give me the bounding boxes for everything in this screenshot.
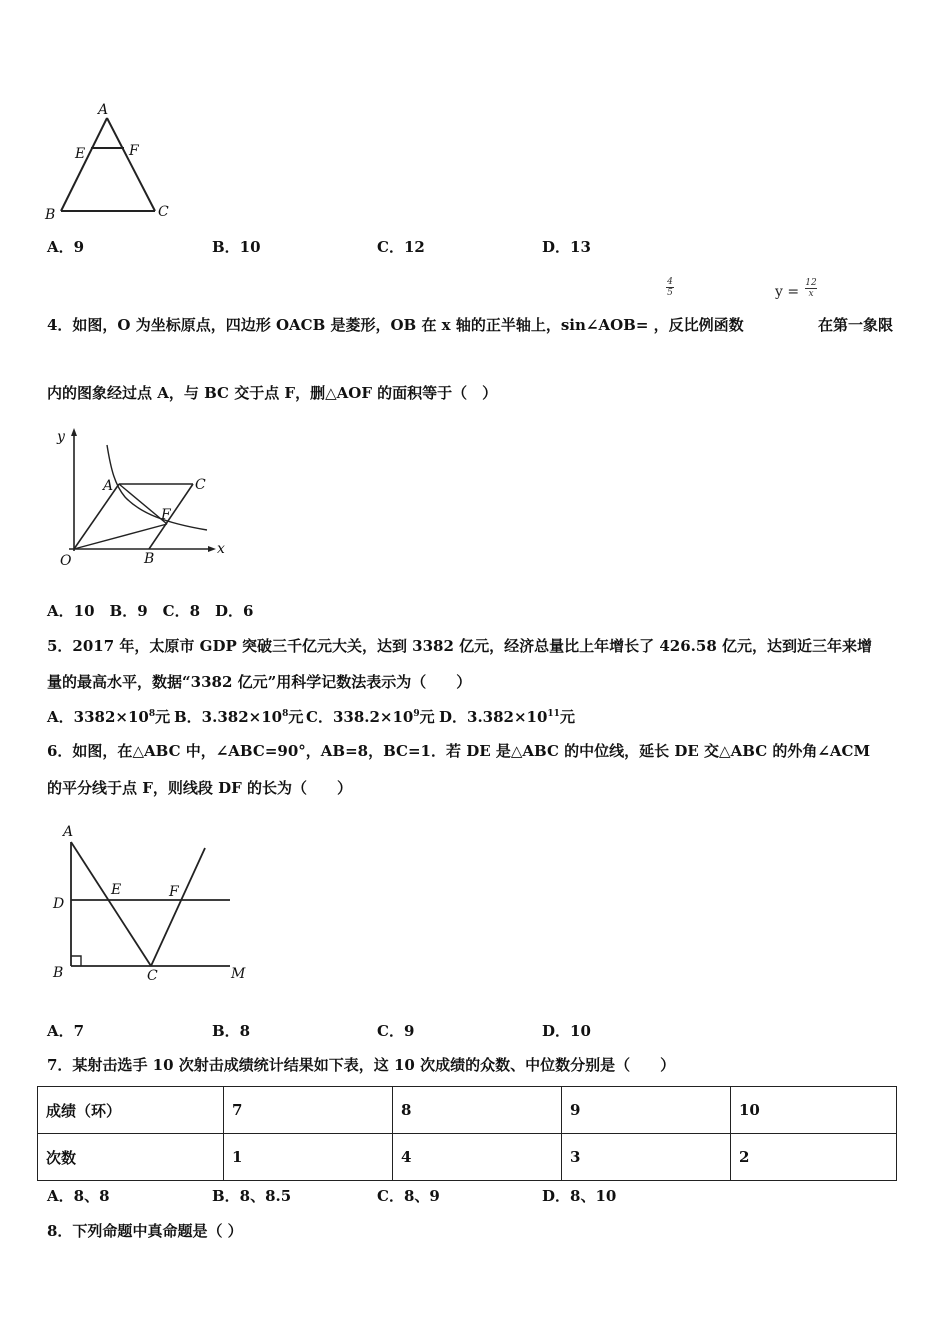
q3-label-f: F — [129, 143, 139, 159]
q3-label-e: E — [75, 146, 86, 162]
q7-score-table — [37, 1086, 897, 1181]
q3-option-b[interactable]: B．10 — [212, 238, 261, 256]
q6-option-d[interactable]: D．10 — [542, 1022, 591, 1040]
q5-option-c[interactable] — [306, 706, 435, 727]
q6-option-c[interactable]: C．9 — [377, 1022, 415, 1040]
q4-stem-line1: 4．如图，O 为坐标原点，四边形 OACB 是菱形，OB 在 x 轴的正半轴上，sin∠AOB= ，反比例函数 — [47, 316, 744, 334]
q6-label-d: D — [53, 896, 65, 912]
q8-stem: 8．下列命题中真命题是（ ） — [47, 1222, 243, 1240]
q6-label-c: C — [147, 968, 158, 984]
q4-stem-line1-tail: 在第一象限 — [818, 316, 894, 334]
q4-label-c: C — [195, 477, 206, 493]
q4-function-prefix: y = — [775, 284, 800, 300]
q4-label-a: A — [103, 478, 114, 494]
q5-option-b-unit: 元 — [288, 708, 304, 726]
q5-stem-line2: 量的最高水平，数据“3382 亿元”用科学记数法表示为（ ） — [47, 673, 472, 691]
q5-option-b[interactable] — [174, 706, 303, 727]
q4-func-num: 12 — [805, 278, 817, 288]
q7-option-b[interactable]: B．8、8.5 — [212, 1187, 292, 1205]
q4-label-y: y — [57, 429, 65, 445]
q6-figure — [45, 820, 260, 990]
q4-label-o: O — [60, 553, 72, 569]
q5-option-c-unit: 元 — [419, 708, 435, 726]
q3-option-c[interactable]: C．12 — [377, 238, 425, 256]
q3-label-a: A — [98, 102, 109, 118]
q6-label-b: B — [53, 965, 64, 981]
q6-label-a: A — [63, 824, 74, 840]
q3-option-a[interactable]: A．9 — [47, 238, 85, 256]
table-row — [38, 1134, 897, 1181]
table-cell: 4 — [393, 1134, 562, 1181]
q5-option-a[interactable] — [47, 706, 170, 727]
q7-header-count: 次数 — [38, 1134, 224, 1181]
q3-figure — [40, 100, 190, 225]
q5-option-d-unit: 元 — [559, 708, 575, 726]
table-cell: 7 — [224, 1087, 393, 1134]
q6-stem-line2: 的平分线于点 F，则线段 DF 的长为（ ） — [47, 779, 352, 797]
q5-option-b-label: B．3.382×10 — [174, 708, 283, 726]
q5-option-d[interactable] — [439, 706, 575, 727]
q6-side-ac — [71, 842, 151, 966]
q5-option-d-exp: 11 — [547, 709, 560, 719]
q5-stem-line1: 5．2017 年，太原市 GDP 突破三千亿元大关，达到 3382 亿元，经济总量比上年增长了 426.58 亿元，达到近三年来增 — [47, 637, 872, 655]
q4-figure — [45, 425, 235, 570]
table-cell: 1 — [224, 1134, 393, 1181]
q3-label-b: B — [45, 207, 56, 223]
q4-options[interactable]: A．10 B．9 C．8 D．6 — [47, 602, 254, 620]
q4-stem-line2: 内的图象经过点 A，与 BC 交于点 F，删△AOF 的面积等于（ ） — [47, 384, 498, 402]
q5-option-a-exp: 8 — [148, 709, 156, 719]
q3-side-ab — [61, 118, 107, 211]
q4-frac-num: 4 — [667, 277, 673, 287]
table-cell: 10 — [731, 1087, 897, 1134]
q5-option-d-label: D．3.382×10 — [439, 708, 548, 726]
table-cell: 9 — [562, 1087, 731, 1134]
q6-right-angle — [71, 956, 81, 966]
q6-label-e: E — [111, 882, 122, 898]
table-row — [38, 1087, 897, 1134]
table-cell: 2 — [731, 1134, 897, 1181]
q6-stem-line1: 6．如图，在△ABC 中，∠ABC=90°，AB=8，BC=1．若 DE 是△ABC 的中位线，延长 DE 交△ABC 的外角∠ACM — [47, 742, 871, 760]
q6-option-b[interactable]: B．8 — [212, 1022, 251, 1040]
q7-stem: 7．某射击选手 10 次射击成绩统计结果如下表，这 10 次成绩的众数、中位数分别是（ ） — [47, 1056, 676, 1074]
table-cell: 8 — [393, 1087, 562, 1134]
q4-hyperbola — [107, 445, 207, 530]
q3-side-ac — [107, 118, 155, 211]
q4-label-f: F — [161, 507, 171, 523]
q5-option-c-exp: 9 — [413, 709, 420, 719]
q6-label-m: M — [231, 966, 246, 982]
q4-segment-af — [119, 484, 167, 524]
q4-label-b: B — [144, 551, 155, 567]
q6-option-a[interactable]: A．7 — [47, 1022, 85, 1040]
q5-option-b-exp: 8 — [282, 709, 289, 719]
q5-option-a-unit: 元 — [155, 708, 171, 726]
table-cell: 3 — [562, 1134, 731, 1181]
q6-bisector-cf — [151, 848, 205, 966]
q4-sine-fraction — [666, 277, 674, 298]
q4-func-den: x — [808, 289, 814, 299]
q4-label-x: x — [217, 541, 225, 557]
q5-option-c-label: C．338.2×10 — [306, 708, 414, 726]
q7-option-a[interactable]: A．8、8 — [47, 1187, 110, 1205]
q6-label-f: F — [169, 884, 179, 900]
q5-option-a-label: A．3382×10 — [47, 708, 149, 726]
q7-header-score: 成绩（环） — [38, 1087, 224, 1134]
q7-option-c[interactable]: C．8、9 — [377, 1187, 440, 1205]
q4-frac-den: 5 — [667, 288, 673, 298]
q3-option-d[interactable]: D．13 — [542, 238, 591, 256]
q4-function-fraction — [805, 278, 817, 299]
q3-label-c: C — [158, 204, 169, 220]
q7-option-d[interactable]: D．8、10 — [542, 1187, 617, 1205]
